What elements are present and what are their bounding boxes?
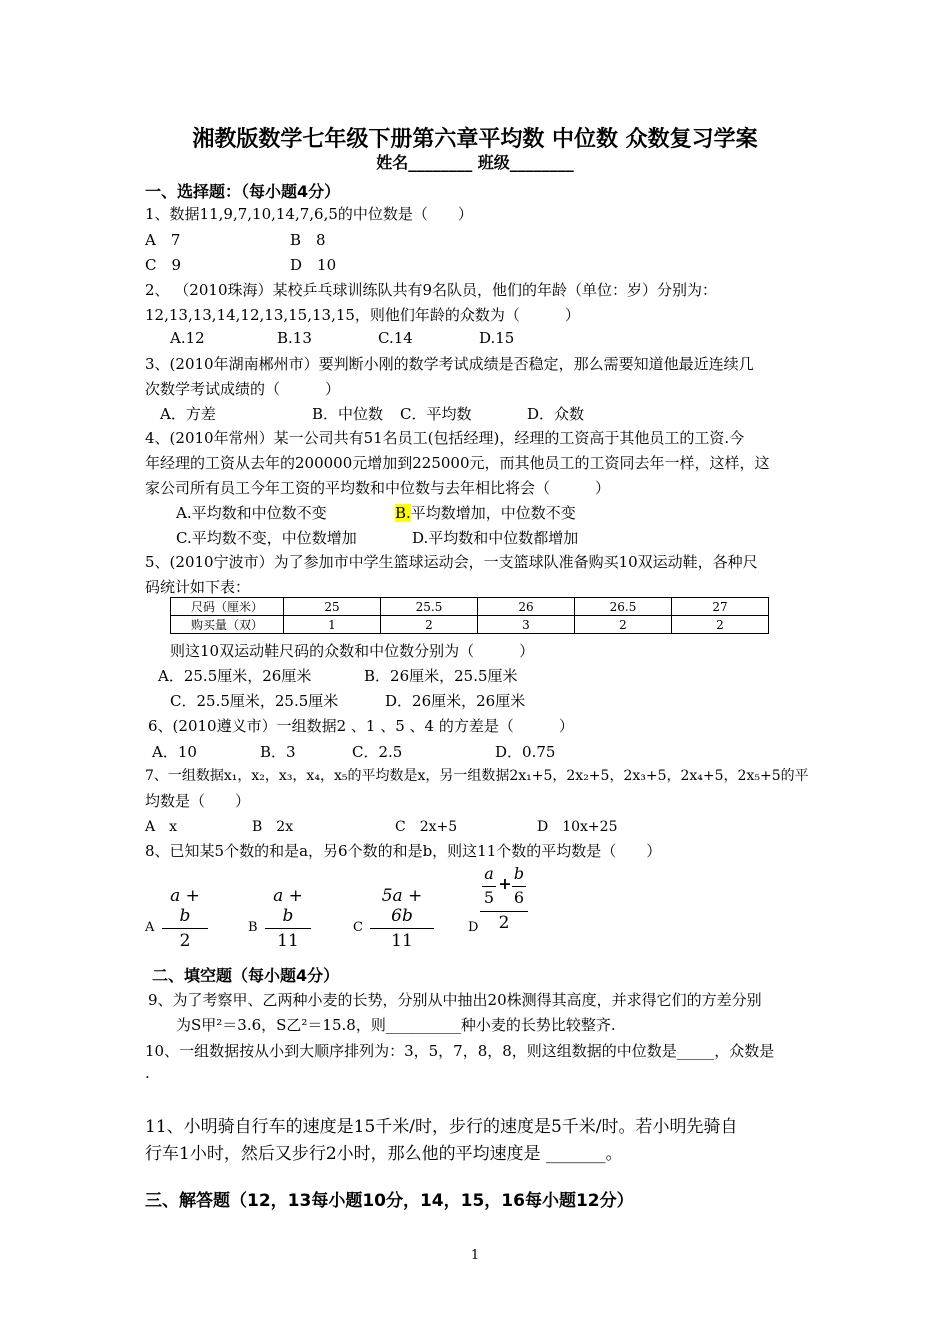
page-title: 湘教版数学七年级下册第六章平均数 中位数 众数复习学案 (192, 127, 758, 152)
table-cell: 2 (381, 616, 478, 634)
q6-text: 6、(2010遵义市）一组数据2 、1 、5 、4 的方差是（ ） (148, 717, 574, 735)
q1-option-c: C 9 (145, 256, 182, 274)
q8-option-b-fraction (265, 886, 311, 951)
q2-line1: 2、 （2010珠海）某校乒乓球训练队共有9名队员，他们的年龄（单位：岁）分别为： (145, 281, 718, 299)
q4-option-a: A.平均数和中位数不变 (176, 504, 327, 522)
q11-line1: 11、小明骑自行车的速度是15千米/时，步行的速度是5千米/时。若小明先骑自 (145, 1117, 738, 1137)
q7-option-d: D 10x+25 (537, 819, 618, 835)
section1-heading: 一、选择题：（每小题4分） (145, 182, 341, 201)
fraction-bar (482, 886, 496, 887)
q8-text: 8、已知某5个数的和是a，另6个数的和是b，则这11个数的平均数是（ ） (145, 842, 662, 860)
q5-line2: 码统计如下表： (145, 578, 251, 596)
q4-line3: 家公司所有员工今年工资的平均数和中位数与去年相比将会（ ） (145, 479, 611, 497)
page-number: 1 (470, 1248, 480, 1263)
q7-option-c: C 2x+5 (395, 819, 458, 835)
plus-sign: + (498, 874, 512, 893)
table-cell: 3 (478, 616, 575, 634)
q6-option-a: A．10 (152, 743, 197, 761)
fraction-numerator: a + b (162, 886, 208, 929)
q3-line1: 3、(2010年湖南郴州市）要判断小刚的数学考试成绩是否稳定，那么需要知道他最近连续几 (145, 355, 754, 373)
q8-option-d-fraction (478, 862, 534, 936)
q6-option-d: D．0.75 (495, 743, 556, 761)
fraction-denominator: 2 (498, 913, 510, 933)
q3-line2: 次数学考试成绩的（ ） (145, 380, 341, 398)
table-cell: 27 (672, 598, 769, 616)
q11-line2: 行车1小时，然后又步行2小时，那么他的平均速度是 _______。 (145, 1144, 623, 1164)
section3-heading: 三、解答题（12，13每小题10分，14，15，16每小题12分） (145, 1191, 634, 1211)
q7-line1: 7、一组数据x₁，x₂，x₃，x₄，x₅的平均数是x，另一组数据2x₁+5，2x₂+5，2x₃+5，2x₄+5，2x₅+5的平 (145, 768, 809, 784)
fraction-denominator: 11 (391, 931, 413, 951)
q9-line1: 9、为了考察甲、乙两种小麦的长势，分别从中抽出20株测得其高度，并求得它们的方差分别 (148, 991, 762, 1009)
q2-option-a: A.12 (170, 329, 205, 347)
fraction-denominator: 2 (179, 931, 191, 951)
table-header-quantity: 购买量（双） (171, 616, 284, 634)
q4-option-d: D.平均数和中位数都增加 (412, 529, 579, 547)
q2-option-d: D.15 (479, 329, 515, 347)
q3-option-d: D．众数 (527, 405, 585, 423)
name-class-row: 姓名________ 班级________ (376, 153, 574, 172)
q5-option-d: D．26厘米，26厘米 (385, 692, 526, 710)
table-row-size (171, 598, 769, 616)
q5-option-a: A．25.5厘米，26厘米 (158, 667, 312, 685)
q7-line2: 均数是（ ） (145, 792, 251, 810)
q7-option-b: B 2x (252, 819, 294, 835)
section2-heading: 二、填空题（每小题4分） (152, 966, 340, 985)
main-fraction-bar (480, 911, 528, 912)
table-row-quantity (171, 616, 769, 634)
q3-option-c: C．平均数 (400, 405, 472, 423)
table-cell: 26 (478, 598, 575, 616)
q6-option-b: B．3 (260, 743, 296, 761)
q8-option-a-fraction (162, 886, 208, 951)
fraction-denominator: 5 (483, 888, 495, 907)
q5-option-b: B．26厘米，25.5厘米 (364, 667, 518, 685)
fraction-denominator: 6 (513, 888, 525, 907)
q2-option-b: B.13 (277, 329, 312, 347)
q4-option-b-highlight: B. (395, 504, 411, 522)
fraction-numerator: 5a + 6b (370, 886, 434, 929)
q1-text: 1、数据11,9,7,10,14,7,6,5的中位数是（ ） (145, 205, 473, 223)
fraction-denominator: 11 (277, 931, 299, 951)
q5-option-c: C．25.5厘米，25.5厘米 (170, 692, 339, 710)
q4-option-b (395, 502, 576, 523)
q3-option-a: A．方差 (160, 405, 216, 423)
fraction-numerator: a (484, 864, 494, 883)
table-cell: 26.5 (575, 598, 672, 616)
q4-line2: 年经理的工资从去年的200000元增加到225000元，而其他员工的工资同去年一样，这样，这 (145, 454, 770, 472)
q1-option-a: A 7 (145, 231, 181, 249)
q8-option-c-label: C (353, 920, 363, 935)
q10-line1: 10、一组数据按从小到大顺序排列为：3，5，7，8，8，则这组数据的中位数是_____，众数是 (145, 1042, 775, 1060)
fraction-bar (512, 886, 526, 887)
q4-option-b-text: 平均数增加，中位数不变 (410, 504, 576, 522)
table-cell: 2 (575, 616, 672, 634)
q8-option-d-label: D (468, 920, 479, 935)
shoe-size-table (170, 597, 769, 634)
q10-line2: . (145, 1064, 150, 1082)
q4-option-c: C.平均数不变，中位数增加 (176, 529, 357, 547)
fraction-numerator: b (513, 864, 525, 883)
table-cell: 2 (672, 616, 769, 634)
q5-line3: 则这10双运动鞋尺码的众数和中位数分别为（ ） (170, 642, 535, 660)
q8-option-a-label: A (145, 920, 155, 935)
q8-option-c-fraction (370, 886, 434, 951)
q7-option-a: A x (145, 819, 178, 835)
q1-option-b: B 8 (290, 231, 326, 249)
q1-option-d: D 10 (290, 256, 337, 274)
table-cell: 1 (284, 616, 381, 634)
q4-line1: 4、(2010年常州）某一公司共有51名员工(包括经理)，经理的工资高于其他员工的工资.今 (145, 429, 745, 447)
q2-line2: 12,13,13,14,12,13,15,13,15，则他们年龄的众数为（ ） (145, 306, 580, 324)
q5-line1: 5、(2010宁波市）为了参加市中学生篮球运动会，一支篮球队准备购买10双运动鞋，各种尺 (145, 553, 758, 571)
q2-option-c: C.14 (378, 329, 413, 347)
fraction-numerator: a + b (265, 886, 311, 929)
q6-option-c: C．2.5 (352, 743, 403, 761)
table-cell: 25.5 (381, 598, 478, 616)
table-cell: 25 (284, 598, 381, 616)
q9-line2: 为S甲²＝3.6，S乙²＝15.8，则__________种小麦的长势比较整齐. (176, 1016, 616, 1034)
table-header-size: 尺码（厘米） (171, 598, 284, 616)
q8-option-b-label: B (248, 920, 258, 935)
q3-option-b: B．中位数 (312, 405, 384, 423)
